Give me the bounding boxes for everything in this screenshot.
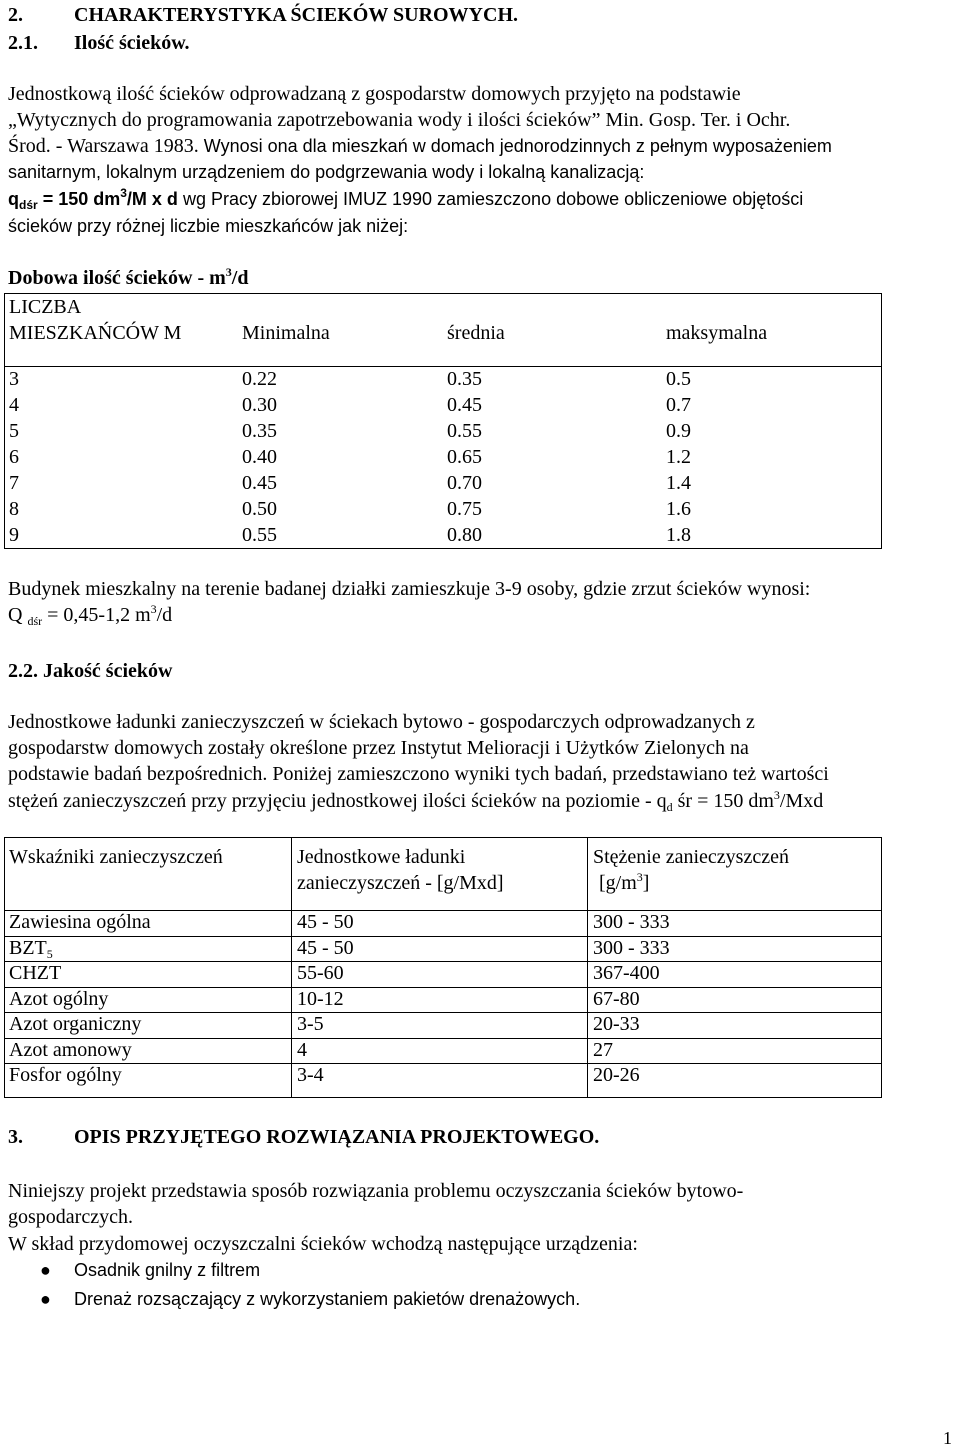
section-heading — [8, 4, 519, 27]
table-cell: 4 — [9, 394, 19, 416]
table-cell: Azot ogólny — [9, 987, 109, 1010]
header-max: maksymalna — [666, 322, 768, 344]
table-cell: 8 — [9, 498, 19, 520]
section-number: 2. — [8, 4, 23, 26]
table-cell: 9 — [9, 524, 19, 546]
subsection-heading — [8, 32, 190, 55]
table-cell: 0.40 — [242, 446, 277, 468]
table-cell: 67-80 — [593, 987, 640, 1010]
header-load-line2: zanieczyszczeń - [g/Mxd] — [297, 872, 504, 894]
wastewater-volume-table — [4, 293, 882, 549]
table-cell: 0.55 — [242, 524, 277, 546]
table-cell: Fosfor ogólny — [9, 1064, 122, 1086]
table-cell: Azot amonowy — [9, 1038, 132, 1061]
table-cell: 0.80 — [447, 524, 482, 546]
table-cell: 367-400 — [593, 962, 660, 984]
intro-line: sanitarnym, lokalnym urządzeniem do podgrzewania wody i lokalną kanalizacją: — [8, 162, 645, 182]
header-load-line1: Jednostkowe ładunki — [297, 846, 466, 868]
table-cell: 1.8 — [666, 524, 691, 546]
table-cell: CHZT — [9, 962, 62, 984]
table-cell: 0.55 — [447, 420, 482, 442]
intro-text: wg Pracy zbiorowej IMUZ 1990 zamieszczono dobowe obliczeniowe objętości — [177, 189, 804, 209]
flow-symbol: $q_{dśr} = 150$ $dm^3/M$ x d — [8, 186, 178, 212]
bullet-icon: ● — [40, 1289, 51, 1309]
table-cell: 1.6 — [666, 498, 691, 520]
section3-heading — [8, 1126, 600, 1149]
table-cell: 7 — [9, 472, 19, 494]
table-cell: 1.4 — [666, 472, 691, 494]
table-cell: 20-26 — [593, 1064, 640, 1086]
table1-header — [5, 294, 881, 367]
pollutant-table — [4, 837, 882, 1098]
table-row — [5, 470, 881, 496]
quality-line: gospodarstw domowych zostały określone przez Instytut Melioracji i Użytków Zielonych na — [8, 737, 749, 759]
table-cell: 0.7 — [666, 394, 691, 416]
table-cell: 4 — [297, 1038, 307, 1061]
table-row — [5, 522, 881, 548]
table-cell: 0.35 — [447, 368, 482, 390]
intro-line: Jednostkową ilość ścieków odprowadzaną z gospodarstw domowych przyjęto na podstawie — [8, 83, 741, 105]
table-cell: 0.50 — [242, 498, 277, 520]
table-row — [5, 366, 881, 392]
table-cell: 45 - 50 — [297, 936, 354, 959]
table-cell: 27 — [593, 1038, 613, 1061]
header-avg: średnia — [447, 322, 505, 344]
table-cell: 0.65 — [447, 446, 482, 468]
flow-formula: Q $_{dśr}$ = 0,45-1,2 $m^3/d$ — [8, 602, 173, 628]
table-cell: 5 — [9, 420, 19, 442]
table-cell: 3 — [9, 368, 19, 390]
quality-line: Jednostkowe ładunki zanieczyszczeń w ściekach bytowo - gospodarczych odprowadzanych z — [8, 711, 755, 733]
section3-line: W skład przydomowej oczyszczalni ścieków wchodzą następujące urządzenia: — [8, 1233, 638, 1255]
table-cell: 1.2 — [666, 446, 691, 468]
quality-line: podstawie badań bezpośrednich. Poniżej zamieszczono wyniki tych badań, przedstawiano też wartości — [8, 763, 829, 785]
table-cell: 0.45 — [447, 394, 482, 416]
table-cell: $BZT_5$ — [9, 936, 53, 961]
table-cell: 0.9 — [666, 420, 691, 442]
subsection-number: 2.1. — [8, 32, 38, 54]
table-cell: 0.30 — [242, 394, 277, 416]
intro-text: Wynosi ona dla mieszkań w domach jednorodzinnych z pełnym wyposażeniem — [203, 136, 832, 156]
list-item: ● Osadnik gnilny z filtrem — [40, 1260, 261, 1280]
header-count-line2: MIESZKAŃCÓW M — [9, 322, 182, 344]
intro-line — [8, 135, 832, 158]
table-cell: 0.75 — [447, 498, 482, 520]
section3-line: gospodarczych. — [8, 1206, 133, 1228]
table-row — [5, 496, 881, 522]
intro-line: „Wytycznych do programowania zapotrzebowania wody i ilości ścieków” Min. Gosp. Ter. i Ochr. — [8, 109, 791, 131]
header-min: Minimalna — [242, 322, 330, 344]
table-cell: 6 — [9, 446, 19, 468]
header-conc-line2: $[g/m^3]$ — [599, 870, 650, 894]
formula-line — [8, 186, 804, 212]
table-cell: 0.35 — [242, 420, 277, 442]
table-cell: 0.5 — [666, 368, 691, 390]
section3-line: Niniejszy projekt przedstawia sposób rozwiązania problemu oczyszczania ścieków bytowo- — [8, 1180, 744, 1202]
section-title: CHARAKTERYSTYKA ŚCIEKÓW SUROWYCH. — [74, 4, 519, 26]
page-number: 1 — [943, 1428, 952, 1448]
table-cell: 0.22 — [242, 368, 277, 390]
table-cell: 10-12 — [297, 987, 344, 1010]
table-cell: 0.45 — [242, 472, 277, 494]
table-cell: 300 - 333 — [593, 936, 670, 959]
residents-text: Budynek mieszkalny na terenie badanej działki zamieszkuje 3-9 osoby, gdzie zrzut ścieków wynosi: — [8, 578, 811, 600]
table-cell: 0.70 — [447, 472, 482, 494]
section3-title: OPIS PRZYJĘTEGO ROZWIĄZANIA PROJEKTOWEGO. — [74, 1126, 600, 1148]
table-cell: Azot organiczny — [9, 1013, 142, 1035]
header-count-line1: LICZBA — [9, 296, 82, 318]
table1-caption: Dobowa ilość ścieków - $m^3/d$ — [8, 265, 249, 289]
intro-text: Środ. - Warszawa 1983. — [8, 135, 199, 157]
table-cell: Zawiesina ogólna — [9, 911, 151, 933]
quality-line: stężeń zanieczyszczeń przy przyjęciu jednostkowej ilości ścieków na poziomie - $q_d$ śr = 150 $dm^3$/Mxd — [8, 788, 824, 814]
section3-number: 3. — [8, 1126, 23, 1148]
subsection-title: Ilość ścieków. — [74, 32, 190, 54]
table-row — [5, 418, 881, 444]
table-cell: 20-33 — [593, 1013, 640, 1035]
subsection-quality-title: 2.2. Jakość ścieków — [8, 660, 173, 682]
intro-line: ścieków przy różnej liczbie mieszkańców jak niżej: — [8, 216, 409, 236]
list-item: ● Drenaż rozsączający z wykorzystaniem pakietów drenażowych. — [40, 1289, 581, 1309]
table-row — [5, 444, 881, 470]
table-cell: 3-5 — [297, 1013, 324, 1035]
table-cell: 45 - 50 — [297, 911, 354, 933]
table-row — [5, 392, 881, 418]
table-cell: 3-4 — [297, 1064, 324, 1086]
table-cell: 55-60 — [297, 962, 344, 984]
header-conc-line1: Stężenie zanieczyszczeń — [593, 846, 789, 868]
table-cell: 300 - 333 — [593, 911, 670, 933]
header-indicator: Wskaźniki zanieczyszczeń — [9, 846, 223, 868]
bullet-icon: ● — [40, 1260, 51, 1280]
